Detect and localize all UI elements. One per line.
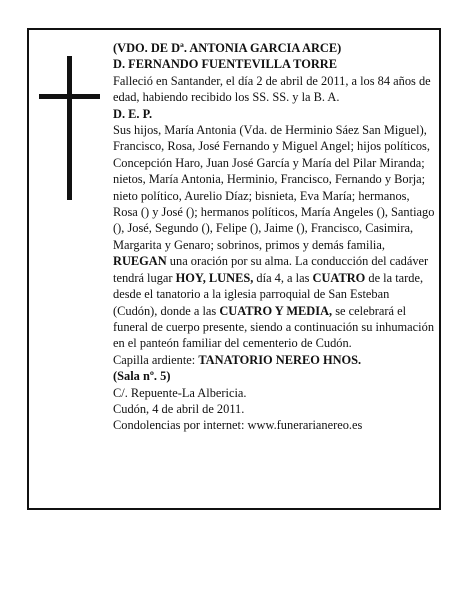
funeral-text-3: de la tarde, desde el tanatorio a la iglesia parroquial de San Esteban (Cudón), donde a las	[113, 270, 424, 318]
hoy-lunes: HOY, LUNES,	[175, 270, 254, 285]
cuatro-y-media: CUATRO Y MEDIA,	[219, 303, 333, 318]
death-notice: Falleció en Santander, el día 2 de abril de 2011, a los 84 años de edad, habiendo recibido los SS. SS. y la B. A.	[113, 73, 431, 105]
obituary-text	[113, 40, 435, 434]
widow-line: (VDO. DE Dª. ANTONIA GARCIA ARCE)	[113, 41, 342, 55]
cross-icon-bar	[39, 94, 100, 99]
dep-line: D. E. P.	[113, 106, 153, 121]
obituary-card	[27, 28, 441, 510]
deceased-name: D. FERNANDO FUENTEVILLA TORRE	[113, 57, 337, 72]
date-place: Cudón, 4 de abril de 2011.	[113, 401, 245, 416]
chapel-label: Capilla ardiente:	[113, 352, 199, 367]
funeral-text-2: día 4, a las	[253, 270, 313, 285]
funeral-details	[113, 253, 435, 351]
chapel-line	[113, 352, 435, 368]
chapel-room: (Sala nº. 5)	[113, 369, 171, 384]
funeral-text-1: una oración por su alma. La conducción del cadáver tendrá lugar	[113, 254, 429, 285]
family-list: Sus hijos, María Antonia (Vda. de Herminio Sáez San Miguel), Francisco, Rosa, José Fernando y Miguel Angel; hijos políticos, Concepción Haro, Juan José García y María del Pilar Miranda; nietos, María Antonia, Herminio, Francisco, Fernando y Borja; nieto político, Aurelio Díaz; bisnieta, Eva María; hermanos, Rosa () y José (); hermanos políticos, María Angeles (), Santiago (), José, Segundo (), Felipe (), Jaime (), Francisco, Casimira, Margarita y Genaro; sobrinos, primos y demás familia,	[113, 123, 435, 252]
chapel-name: TANATORIO NEREO HNOS.	[198, 352, 362, 367]
cross-icon	[67, 56, 72, 200]
address: C/. Repuente-La Albericia.	[113, 385, 247, 400]
ruegan: RUEGAN	[113, 254, 167, 269]
cuatro: CUATRO	[312, 270, 366, 285]
condolences: Condolencias por internet: www.funerarianereo.es	[113, 418, 363, 433]
funeral-text-4: se celebrará el funeral de cuerpo presente, siendo a continuación su inhumación en el panteón familiar del cementerio de Cudón.	[113, 303, 435, 351]
